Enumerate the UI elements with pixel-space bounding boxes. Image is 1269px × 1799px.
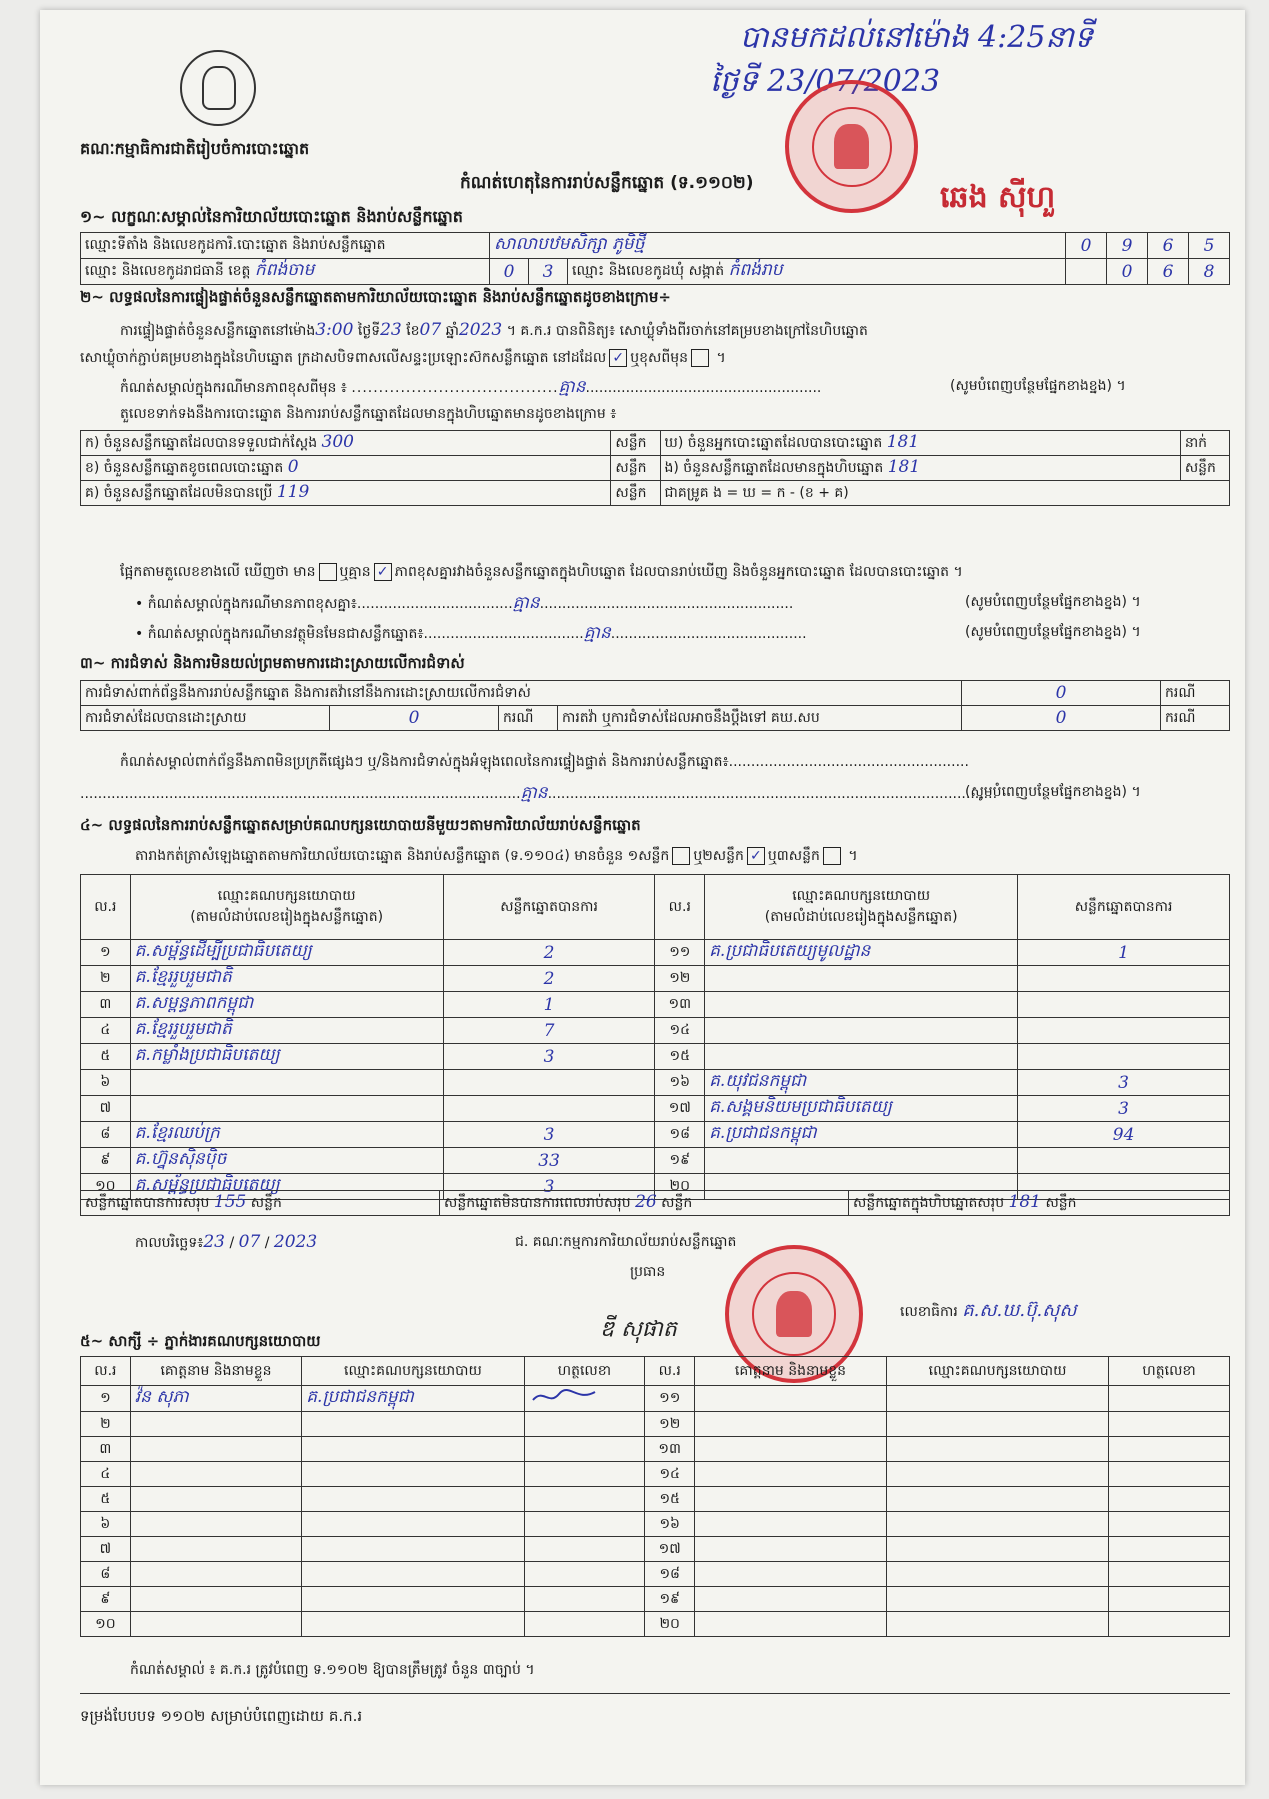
party-name	[130, 1096, 443, 1122]
witness-signature	[524, 1562, 645, 1587]
section-2-heading: ២~ លទ្ធផលនៃការផ្ទៀងផ្ទាត់ចំនួនសន្លឹកឆ្នោតតាមការិយាល័យបោះឆ្នោត និងរាប់សន្លឹកឆ្នោតដូចខាងក្រោម÷	[80, 288, 671, 306]
party-name	[130, 1070, 443, 1096]
total-invalid: 26	[635, 1192, 657, 1212]
arrival-date-note: ថ្ងៃទី 23/07/2023	[710, 64, 941, 99]
document-sheet	[40, 10, 1245, 1785]
witness-signature	[524, 1412, 645, 1437]
official-seal-top	[785, 80, 918, 213]
footer-note: កំណត់សម្គាល់ ៖ គ.ក.រ ត្រូវបំពេញ ទ.១១០២ ឱ្យបានត្រឹមត្រូវ ចំនួន ៣ច្បាប់ ។	[130, 1662, 535, 1678]
commune-code-digit: 8	[1189, 259, 1230, 285]
party-name: គ.សម្ព័ន្ធដើម្បីប្រជាធិបតេយ្យ	[130, 940, 443, 966]
witness-signature	[524, 1487, 645, 1512]
witness-party	[886, 1537, 1108, 1562]
witness-name	[695, 1412, 887, 1437]
row-number: ១៨	[645, 1562, 695, 1587]
party-votes: 3	[1018, 1070, 1230, 1096]
row-number: ១៥	[655, 1044, 705, 1070]
witness-signature	[1109, 1487, 1230, 1512]
secretary-label: លេខាធិការ គ.ស.ឃ.ប៊ុ.សុស	[900, 1300, 1077, 1321]
table-row	[81, 1462, 1230, 1487]
nec-logo	[180, 50, 256, 126]
party-votes	[1018, 1148, 1230, 1174]
row-number: ៥	[81, 1044, 131, 1070]
party-name	[705, 992, 1018, 1018]
witness-party	[302, 1562, 524, 1587]
row-number: ១៧	[645, 1537, 695, 1562]
party-name: គ.ខ្មែររួបរួមជាតិ	[130, 966, 443, 992]
three-sheet-checkbox	[823, 847, 841, 865]
witness-signature	[1109, 1537, 1230, 1562]
witness-signature	[1109, 1462, 1230, 1487]
table-row	[81, 1386, 1230, 1412]
witness-party	[302, 1462, 524, 1487]
ballot-figures-table: ក) ចំនួនសន្លឹកឆ្នោតដែលបានទទួលជាក់ស្តែង 300 សន្លឹក ឃ) ចំនួនអ្នកបោះឆ្នោតដែលបានបោះឆ្នោត 181 នាក់ ខ) ចំនួនសន្លឹកឆ្នោតខូចពេលបោះឆ្នោត 0 សន្លឹក ង) ចំនួនសន្លឹកឆ្នោតដែលមានក្នុងហិបឆ្នោត 181 សន្លឹក គ) ចំនួនសន្លឹកឆ្នោតដែលមិនបានប្រើ 119 សន្លឹក ជាគម្រូគ ង = ឃ = ក - (ខ + គ)	[80, 430, 1230, 506]
party-votes	[443, 1096, 655, 1122]
party-votes: 2	[443, 940, 655, 966]
difference-note-hint: (សូមបំពេញបន្ថែមផ្នែកខាងខ្នង) ។	[965, 594, 1141, 610]
irregularities-note-label: កំណត់សម្គាល់ពាក់ព័ន្ធនឹងភាពមិនប្រក្រតីផ្សេងៗ ឬ/និងការជំទាស់ក្នុងអំឡុងពេលនៃការផ្ទៀងផ្ទាត់ និងការរាប់សន្លឹកឆ្នោត៖......................................................	[120, 754, 969, 770]
total-in-box: 181	[1008, 1192, 1041, 1212]
witness-name	[695, 1462, 887, 1487]
party-name	[705, 1044, 1018, 1070]
witness-party	[886, 1412, 1108, 1437]
table-row	[81, 1487, 1230, 1512]
table-row	[81, 1437, 1230, 1462]
has-difference-checkbox	[319, 563, 337, 581]
witness-name	[695, 1562, 887, 1587]
row-number: ១	[81, 1386, 131, 1412]
row-number: ២០	[645, 1612, 695, 1637]
witness-signature	[524, 1612, 645, 1637]
party-name: គ.កម្លាំងប្រជាធិបតេយ្យ	[130, 1044, 443, 1070]
witness-name	[130, 1487, 302, 1512]
witness-party	[886, 1612, 1108, 1637]
witness-signature	[1109, 1587, 1230, 1612]
party-name: គ.សម្ព័ន្ធប្រជាធិបតេយ្យ	[130, 1174, 443, 1200]
table-row	[81, 966, 1230, 992]
difference-note: • កំណត់សម្គាល់ក្នុងករណីមានភាពខុសគ្នា៖...................................គ្មាន.........................................................	[135, 593, 794, 613]
witness-party	[886, 1386, 1108, 1412]
row-number: ១៩	[645, 1587, 695, 1612]
province-code-digit: 3	[529, 259, 568, 285]
row-number: ១៤	[655, 1018, 705, 1044]
witness-name	[695, 1537, 887, 1562]
party-name: គ.ប្រជាធិបតេយ្យមូលដ្ឋាន	[705, 940, 1018, 966]
change-note-hint: (សូមបំពេញបន្ថែមផ្នែកខាងខ្នង) ។	[950, 378, 1126, 394]
table-row	[81, 1512, 1230, 1537]
total-valid: 155	[213, 1192, 247, 1212]
row-number: ១	[81, 940, 131, 966]
witness-signature	[1109, 1437, 1230, 1462]
witness-party	[886, 1512, 1108, 1537]
witness-name	[695, 1386, 887, 1412]
row-number: ៧	[81, 1096, 131, 1122]
party-name: គ.ខ្មែររួបរួមជាតិ	[130, 1018, 443, 1044]
ballots-received: 300	[321, 432, 354, 452]
row-number: ៨	[81, 1122, 131, 1148]
voters-voted: 181	[886, 432, 920, 452]
commune-code-digit: 0	[1107, 259, 1148, 285]
verify-time: 3:00	[315, 320, 354, 340]
party-name: គ.សម្ពន្ធភាពកម្ពុជា	[130, 992, 443, 1018]
verification-line-1: ការផ្ទៀងផ្ទាត់ចំនួនសន្លឹកឆ្នោតនៅម៉ោង3:00 ថ្ងៃទី23 ខែ07 ឆ្នាំ2023 ។ គ.ក.រ បានពិនិត្យ៖ សោឃ្លុំទាំងពីរចាក់នៅគម្របខាងក្រៅនៃហិបឆ្នោត	[120, 320, 868, 340]
party-votes: 3	[1018, 1096, 1230, 1122]
witness-signature	[1109, 1412, 1230, 1437]
station-table	[80, 232, 1230, 285]
change-note: កំណត់សម្គាល់ក្នុងករណីមានភាពខុសពីមុន ៖ ......................................គ្មាន.....................................................	[120, 377, 822, 397]
witness-party	[302, 1612, 524, 1637]
witness-name	[695, 1437, 887, 1462]
witness-signature	[1109, 1612, 1230, 1637]
row-number: ១២	[645, 1412, 695, 1437]
org-name: គណៈកម្មាធិការជាតិរៀបចំការបោះឆ្នោត	[80, 139, 310, 158]
arrival-note: បានមកដល់នៅម៉ោង 4:25នាទី	[740, 20, 1094, 55]
verify-day: 23	[380, 320, 402, 340]
witness-name	[130, 1587, 302, 1612]
unchanged-checkbox: ✓	[609, 349, 627, 367]
witness-signature	[524, 1587, 645, 1612]
table-row	[81, 940, 1230, 966]
formula: ជាគម្រូគ ង = ឃ = ក - (ខ + គ)	[660, 481, 1230, 506]
row-number: ៦	[81, 1512, 131, 1537]
form-reference: ទម្រង់បែបបទ ១១០២ សម្រាប់បំពេញដោយ គ.ក.រ	[80, 1707, 363, 1725]
appeal-count: 0	[962, 706, 1161, 731]
row-number: ៣	[81, 1437, 131, 1462]
table-row	[81, 1537, 1230, 1562]
row-number: ១៦	[655, 1070, 705, 1096]
row-number: ២០	[655, 1174, 705, 1200]
row-number: ១២	[655, 966, 705, 992]
witness-name	[695, 1487, 887, 1512]
row-number: ៤	[81, 1462, 131, 1487]
objections-table: ការជំទាស់ពាក់ព័ន្ធនឹងការរាប់សន្លឹកឆ្នោត និងការតវ៉ានៅនឹងការដោះស្រាយលើការជំទាស់ 0 ករណី ការជំទាស់ដែលបានដោះស្រាយ 0 ករណី ការតវ៉ា ឬការជំទាស់ដែលអាចនឹងប្តឹងទៅ គឃ.សប 0 ករណី	[80, 680, 1230, 731]
date-line: កាលបរិច្ឆេទ៖23 / 07 / 2023	[135, 1232, 318, 1252]
witness-party	[302, 1487, 524, 1512]
party-name: គ.ខ្មែរឈប់ក្រ	[130, 1122, 443, 1148]
verify-month: 07	[419, 320, 442, 340]
party-name: គ.ហ្វ៊ុនស៊ិនប៉ិច	[130, 1148, 443, 1174]
commune-value: កំពង់រាប	[728, 260, 783, 280]
row-number: ១៤	[645, 1462, 695, 1487]
province-code-digit: 0	[490, 259, 529, 285]
change-note-value: គ្មាន	[558, 377, 586, 397]
commune-code-digit: 6	[1148, 259, 1189, 285]
witness-party	[886, 1562, 1108, 1587]
witness-party: គ.ប្រជាជនកម្ពុជា	[302, 1386, 524, 1412]
witness-name: វ៉ន សុភា	[130, 1386, 302, 1412]
table-row	[81, 1148, 1230, 1174]
party-votes: 1	[1018, 940, 1230, 966]
commune-label: ឈ្មោះ និងលេខកូដឃុំ សង្កាត់ កំពង់រាប	[568, 259, 1066, 285]
table-row	[81, 992, 1230, 1018]
resolved-count: 0	[330, 706, 499, 731]
witness-signature	[1109, 1386, 1230, 1412]
witness-party	[886, 1587, 1108, 1612]
party-votes: 33	[443, 1148, 655, 1174]
secretary-name: គ.ស.ឃ.ប៊ុ.សុស	[962, 1300, 1077, 1321]
chair-label: ប្រធាន	[630, 1264, 666, 1280]
witness-name	[695, 1512, 887, 1537]
object-note-hint: (សូមបំពេញបន្ថែមផ្នែកខាងខ្នង) ។	[965, 624, 1141, 640]
ballots-unused: 119	[276, 482, 310, 502]
party-votes: 1	[443, 992, 655, 1018]
witness-party	[302, 1437, 524, 1462]
row-number: ១៧	[655, 1096, 705, 1122]
witness-name	[130, 1537, 302, 1562]
table-row	[81, 1612, 1230, 1637]
witness-name	[130, 1437, 302, 1462]
witness-party	[302, 1537, 524, 1562]
committee-label: ជ. គណៈកម្មការការិយាល័យរាប់សន្លឹកឆ្នោត	[515, 1234, 737, 1250]
row-number: ៣	[81, 992, 131, 1018]
party-votes	[1018, 1018, 1230, 1044]
one-sheet-checkbox	[672, 847, 690, 865]
province-label: ឈ្មោះ និងលេខកូដរាជធានី ខេត្ត កំពង់ចាម	[81, 259, 490, 285]
table-row	[81, 1587, 1230, 1612]
row-number: ១០	[81, 1612, 131, 1637]
irregularities-note: ...................................................................................................គ្មាន.....................................................................................................	[80, 783, 998, 803]
witness-signature	[1109, 1512, 1230, 1537]
row-number: ១៥	[645, 1487, 695, 1512]
witness-name	[695, 1612, 887, 1637]
row-number: ៨	[81, 1562, 131, 1587]
station-code-digit: 5	[1189, 233, 1230, 259]
party-votes	[1018, 966, 1230, 992]
table-row	[81, 1096, 1230, 1122]
witness-signature	[524, 1462, 645, 1487]
two-sheet-checkbox: ✓	[747, 847, 765, 865]
row-number: ១៦	[645, 1512, 695, 1537]
party-votes: 94	[1018, 1122, 1230, 1148]
section-5-heading: ៥~ សាក្សី ÷ ភ្នាក់ងារគណបក្សនយោបាយ	[80, 1332, 321, 1350]
row-number: ១៨	[655, 1122, 705, 1148]
table-row	[81, 1562, 1230, 1587]
ballots-spoiled: 0	[287, 457, 299, 477]
tally-sheet-line: តារាងកត់ត្រាសំឡេងឆ្នោតតាមការិយាល័យបោះឆ្នោត និងរាប់សន្លឹកឆ្នោត (ទ.១១០៤) មានចំនួន ១សន្លឹក ឬ២សន្លឹក ✓ ឬ៣សន្លឹក ។	[135, 848, 858, 864]
stamp-name: ឆេង ស៊ីហួ	[940, 180, 1056, 215]
station-code-digit: 6	[1148, 233, 1189, 259]
object-note: • កំណត់សម្គាល់ក្នុងករណីមានវត្ថុមិនមែនជាសន្លឹកឆ្នោត៖....................................គ្មាន............................................	[135, 623, 807, 643]
table-row	[81, 1044, 1230, 1070]
section-3-heading: ៣~ ការជំទាស់ និងការមិនយល់ព្រមតាមការដោះស្រាយលើការជំទាស់	[80, 654, 465, 672]
row-number: ៤	[81, 1018, 131, 1044]
witness-name	[130, 1412, 302, 1437]
witness-name	[130, 1562, 302, 1587]
station-code-digit: 0	[1066, 233, 1107, 259]
witness-name	[130, 1512, 302, 1537]
party-votes	[443, 1070, 655, 1096]
witness-party	[886, 1487, 1108, 1512]
party-name	[705, 966, 1018, 992]
witness-signature	[524, 1512, 645, 1537]
row-number: ១១	[645, 1386, 695, 1412]
witness-name	[695, 1587, 887, 1612]
witness-party	[886, 1462, 1108, 1487]
witness-name	[130, 1462, 302, 1487]
row-number: ២	[81, 966, 131, 992]
section-4-heading: ៤~ លទ្ធផលនៃការរាប់សន្លឹកឆ្នោតសម្រាប់គណបក្សនយោបាយនីមួយៗតាមការិយាល័យរាប់សន្លឹកឆ្នោត	[80, 816, 641, 834]
row-number: ២	[81, 1412, 131, 1437]
party-name	[705, 1148, 1018, 1174]
difference-line: ផ្អែកតាមតួលេខខាងលើ ឃើញថា មាន ឬគ្មាន ✓ ភាពខុសគ្នារវាងចំនួនសន្លឹកឆ្នោតក្នុងហិបឆ្នោត ដែលបានរាប់ឃើញ និងចំនួនអ្នកបោះឆ្នោត ដែលបានបោះឆ្នោត ។	[120, 564, 963, 580]
irregularities-note-value: គ្មាន	[520, 783, 548, 803]
row-number: ១១	[655, 940, 705, 966]
party-results-table: ល.រ ឈ្មោះគណបក្សនយោបាយ (តាមលំដាប់លេខរៀងក្នុងសន្លឹកឆ្នោត) សន្លឹកឆ្នោតបានការ ល.រ ឈ្មោះគណបក្សនយោបាយ (តាមលំដាប់លេខរៀងក្នុងសន្លឹកឆ្នោត) សន្លឹកឆ្នោតបានការ ១ គ.សម្ព័ន្ធដើម្បីប្រជាធិបតេយ្យ 2 ១១ គ.ប្រជាធិបតេយ្យមូលដ្ឋាន 1 ២ គ.ខ្មែររួបរួមជាតិ 2 ១២ ៣ គ.សម្ពន្ធភាពកម្ពុជា 1 ១៣ ៤ គ.ខ្មែររួបរួមជាតិ 7 ១៤ ៥ គ.កម្លាំងប្រជាធិបតេយ្យ 3 ១៥ ៦ ១៦ គ.យុវជនកម្ពុជា 3 ៧ ១៧ គ.សង្គមនិយមប្រជាធិបតេយ្យ 3 ៨ គ.ខ្មែរឈប់ក្រ 3 ១៨ គ.ប្រជាជនកម្ពុជា 94 ៩ គ.ហ្វ៊ុនស៊ិនប៉ិច 33 ១៩ ១០ គ.សម្ព័ន្ធប្រជាធិបតេយ្យ 3 ២០	[80, 874, 1230, 1200]
party-votes: 2	[443, 966, 655, 992]
row-number: ៦	[81, 1070, 131, 1096]
station-code-digit: 9	[1107, 233, 1148, 259]
row-number: ៧	[81, 1537, 131, 1562]
form-title: កំណត់ហេតុនៃការរាប់សន្លឹកឆ្នោត (ទ.១១០២)	[460, 173, 754, 193]
party-votes: 3	[443, 1174, 655, 1200]
row-number: ៩	[81, 1587, 131, 1612]
party-votes: 3	[443, 1122, 655, 1148]
witness-signature	[524, 1437, 645, 1462]
row-number: ១៣	[655, 992, 705, 1018]
witness-party	[886, 1437, 1108, 1462]
party-votes: 7	[443, 1018, 655, 1044]
witness-party	[302, 1512, 524, 1537]
difference-note-value: គ្មាន	[512, 593, 540, 613]
station-value: សាលាបឋមសិក្សា ភូមិថ្មី	[490, 233, 1066, 259]
changed-checkbox	[691, 349, 709, 367]
party-votes	[1018, 1044, 1230, 1070]
party-name: គ.យុវជនកម្ពុជា	[705, 1070, 1018, 1096]
table-row	[81, 1018, 1230, 1044]
party-votes: 3	[443, 1044, 655, 1070]
row-number: ៥	[81, 1487, 131, 1512]
chair-signature: ឌី សុផាត	[600, 1317, 677, 1342]
party-name: គ.សង្គមនិយមប្រជាធិបតេយ្យ	[705, 1096, 1018, 1122]
witness-name	[130, 1612, 302, 1637]
party-name	[705, 1018, 1018, 1044]
objections-label: ការជំទាស់ពាក់ព័ន្ធនឹងការរាប់សន្លឹកឆ្នោត និងការតវ៉ានៅនឹងការដោះស្រាយលើការជំទាស់	[81, 681, 962, 706]
party-name: គ.ប្រជាជនកម្ពុជា	[705, 1122, 1018, 1148]
witness-party	[302, 1587, 524, 1612]
objections-count: 0	[962, 681, 1161, 706]
station-label: ឈ្មោះទីតាំង និងលេខកូដការិ.បោះឆ្នោត និងរាប់សន្លឹកឆ្នោត	[81, 233, 490, 259]
row-number: ១០	[81, 1174, 131, 1200]
witness-signature	[1109, 1562, 1230, 1587]
witness-signature	[524, 1386, 645, 1412]
object-note-value: គ្មាន	[583, 623, 611, 643]
totals-table: សន្លឹកឆ្នោតបានការសរុប 155 សន្លឹក សន្លឹកឆ្នោតមិនបានការពេលរាប់សរុប 26 សន្លឹក សន្លឹកឆ្នោតក្នុងហិបឆ្នោតសរុប 181 សន្លឹក	[80, 1190, 1230, 1216]
party-votes	[1018, 992, 1230, 1018]
ballots-in-box: 181	[887, 457, 921, 477]
table-row	[81, 1122, 1230, 1148]
signature-mark	[529, 1386, 599, 1406]
verify-year: 2023	[458, 320, 503, 340]
no-difference-checkbox: ✓	[374, 563, 392, 581]
witness-table: ល.រ គោត្តនាម និងនាមខ្លួន ឈ្មោះគណបក្សនយោបាយ ហត្ថលេខា ល.រ គោត្តនាម និងនាមខ្លួន ឈ្មោះគណបក្សនយោបាយ ហត្ថលេខា ១ វ៉ន សុភា គ.ប្រជាជនកម្ពុជា ១១ ២ ១២ ៣ ១៣ ៤ ១៤ ៥ ១៥ ៦ ១៦ ៧ ១៧ ៨ ១៨ ៩ ១៩ ១០ ២០	[80, 1356, 1230, 1637]
figures-intro: តួលេខទាក់ទងនឹងការបោះឆ្នោត និងការរាប់សន្លឹកឆ្នោតដែលមានក្នុងហិបឆ្នោតមានដូចខាងក្រោម ៖	[120, 406, 617, 422]
section-1-heading: ១~ លក្ខណៈសម្គាល់នៃការិយាល័យបោះឆ្នោត និងរាប់សន្លឹកឆ្នោត	[80, 207, 463, 226]
province-value: កំពង់ចាម	[254, 260, 315, 280]
irregularities-note-hint: (សូមបំពេញបន្ថែមផ្នែកខាងខ្នង) ។	[965, 784, 1141, 800]
row-number: ៩	[81, 1148, 131, 1174]
witness-party	[302, 1412, 524, 1437]
row-number: ១៣	[645, 1437, 695, 1462]
row-number: ១៩	[655, 1148, 705, 1174]
witness-signature	[524, 1537, 645, 1562]
table-row	[81, 1412, 1230, 1437]
table-row	[81, 1070, 1230, 1096]
verification-line-2: សោឃ្លុំចាក់ភ្ជាប់គម្របខាងក្នុងនៃហិបឆ្នោត ក្រដាសបិទពាសលើសន្ទះប្រឡោះស៊កសន្លឹកឆ្នោត នៅដដែល ✓ ឬខុសពីមុន ។	[80, 350, 726, 366]
